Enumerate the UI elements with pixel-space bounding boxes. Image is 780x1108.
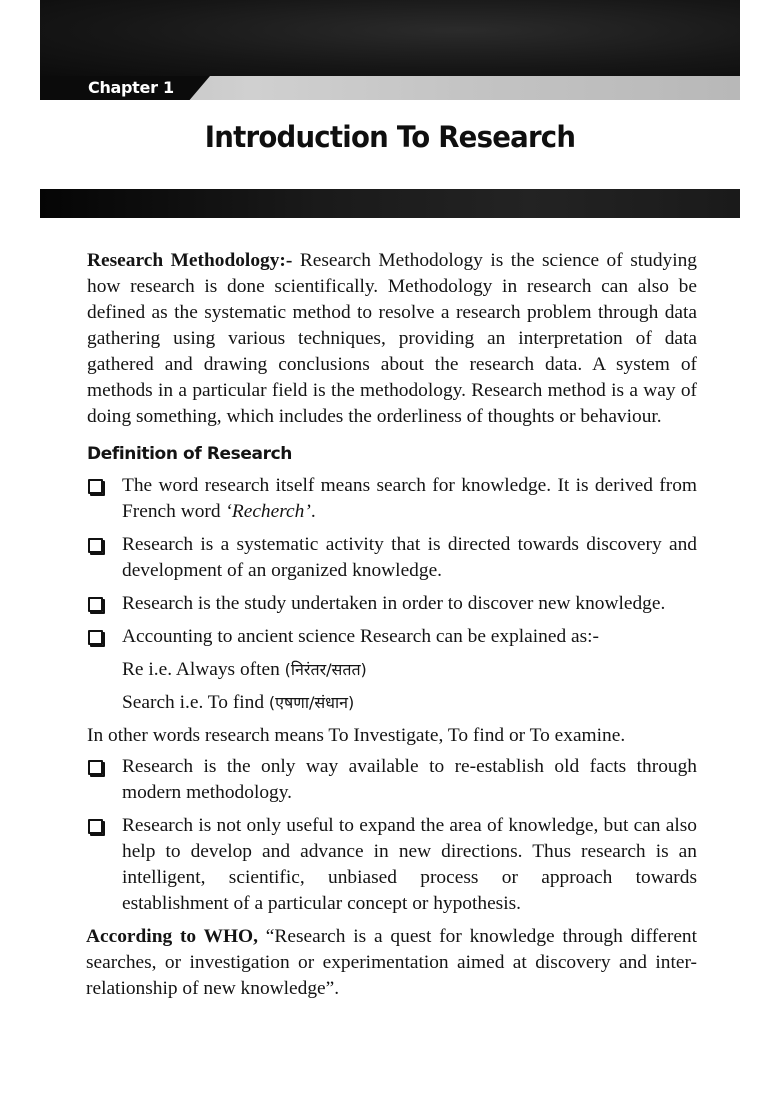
checkbox-bullet-icon: [88, 479, 103, 494]
list-item: Research is a systematic activity that is directed towards discovery and development of an organized knowledge.: [87, 532, 697, 584]
checkbox-bullet-icon: [88, 630, 103, 645]
checkbox-bullet-icon: [88, 597, 103, 612]
intro-paragraph: [87, 248, 697, 430]
list-item: Research is the study undertaken in order to discover new knowledge.: [87, 591, 697, 617]
chapter-header-background: [40, 0, 740, 76]
intro-lead: Research Methodology:-: [87, 250, 293, 271]
chapter-label: Chapter 1: [88, 78, 174, 97]
page-body: [87, 248, 697, 1002]
other-words-line: In other words research means To Investigate, To find or To examine.: [87, 725, 626, 746]
who-paragraph: [86, 924, 697, 1002]
definition-list-continued: [87, 754, 697, 917]
checkbox-bullet-icon: [88, 538, 103, 553]
list-item: Research is the only way available to re-establish old facts through modern methodology.: [87, 754, 697, 806]
list-item: Research is not only useful to expand the area of knowledge, but can also help to develop and advance in new directions. Thus research is an intelligent, scientific, unbiased process or approach towards establishment of a particular concept or hypothesis.: [87, 813, 697, 917]
sub-line-re: Re i.e. Always often (निरंतर/सतत): [122, 659, 367, 680]
hindi-gloss: (एषणा/संधान): [268, 693, 355, 712]
checkbox-bullet-icon: [88, 819, 103, 834]
chapter-title: Introduction To Research: [204, 120, 576, 154]
intro-text: Research Methodology is the science of studying how research is done scientifically. Methodology in research can also be defined as the systematic method to resolve a research problem through data gathering using various techniques, providing an interpretation of data gathered and drawing conclusions about the research data. A system of methods in a particular field is the methodology. Research method is a way of doing something, which includes the orderliness of thoughts or behaviour.: [87, 250, 698, 427]
who-lead: According to WHO,: [86, 926, 258, 947]
sub-line-search: Search i.e. To find (एषणा/संधान): [122, 692, 355, 713]
list-item: The word research itself means search for knowledge. It is derived from French word ‘Recherch’.: [87, 473, 697, 525]
french-word: ‘Recherch’: [225, 501, 311, 522]
definition-list: [87, 473, 697, 650]
hindi-gloss: (निरंतर/सतत): [284, 660, 367, 679]
list-item: Accounting to ancient science Research can be explained as:-: [87, 624, 697, 650]
checkbox-bullet-icon: [88, 760, 103, 775]
title-divider-bar: [40, 189, 740, 218]
section-heading-definition: Definition of Research: [87, 444, 292, 464]
who-quote: “Research is a quest for knowledge through different searches, or investigation or experimentation aimed at discovery and inter-relationship of new knowledge”.: [86, 926, 698, 999]
